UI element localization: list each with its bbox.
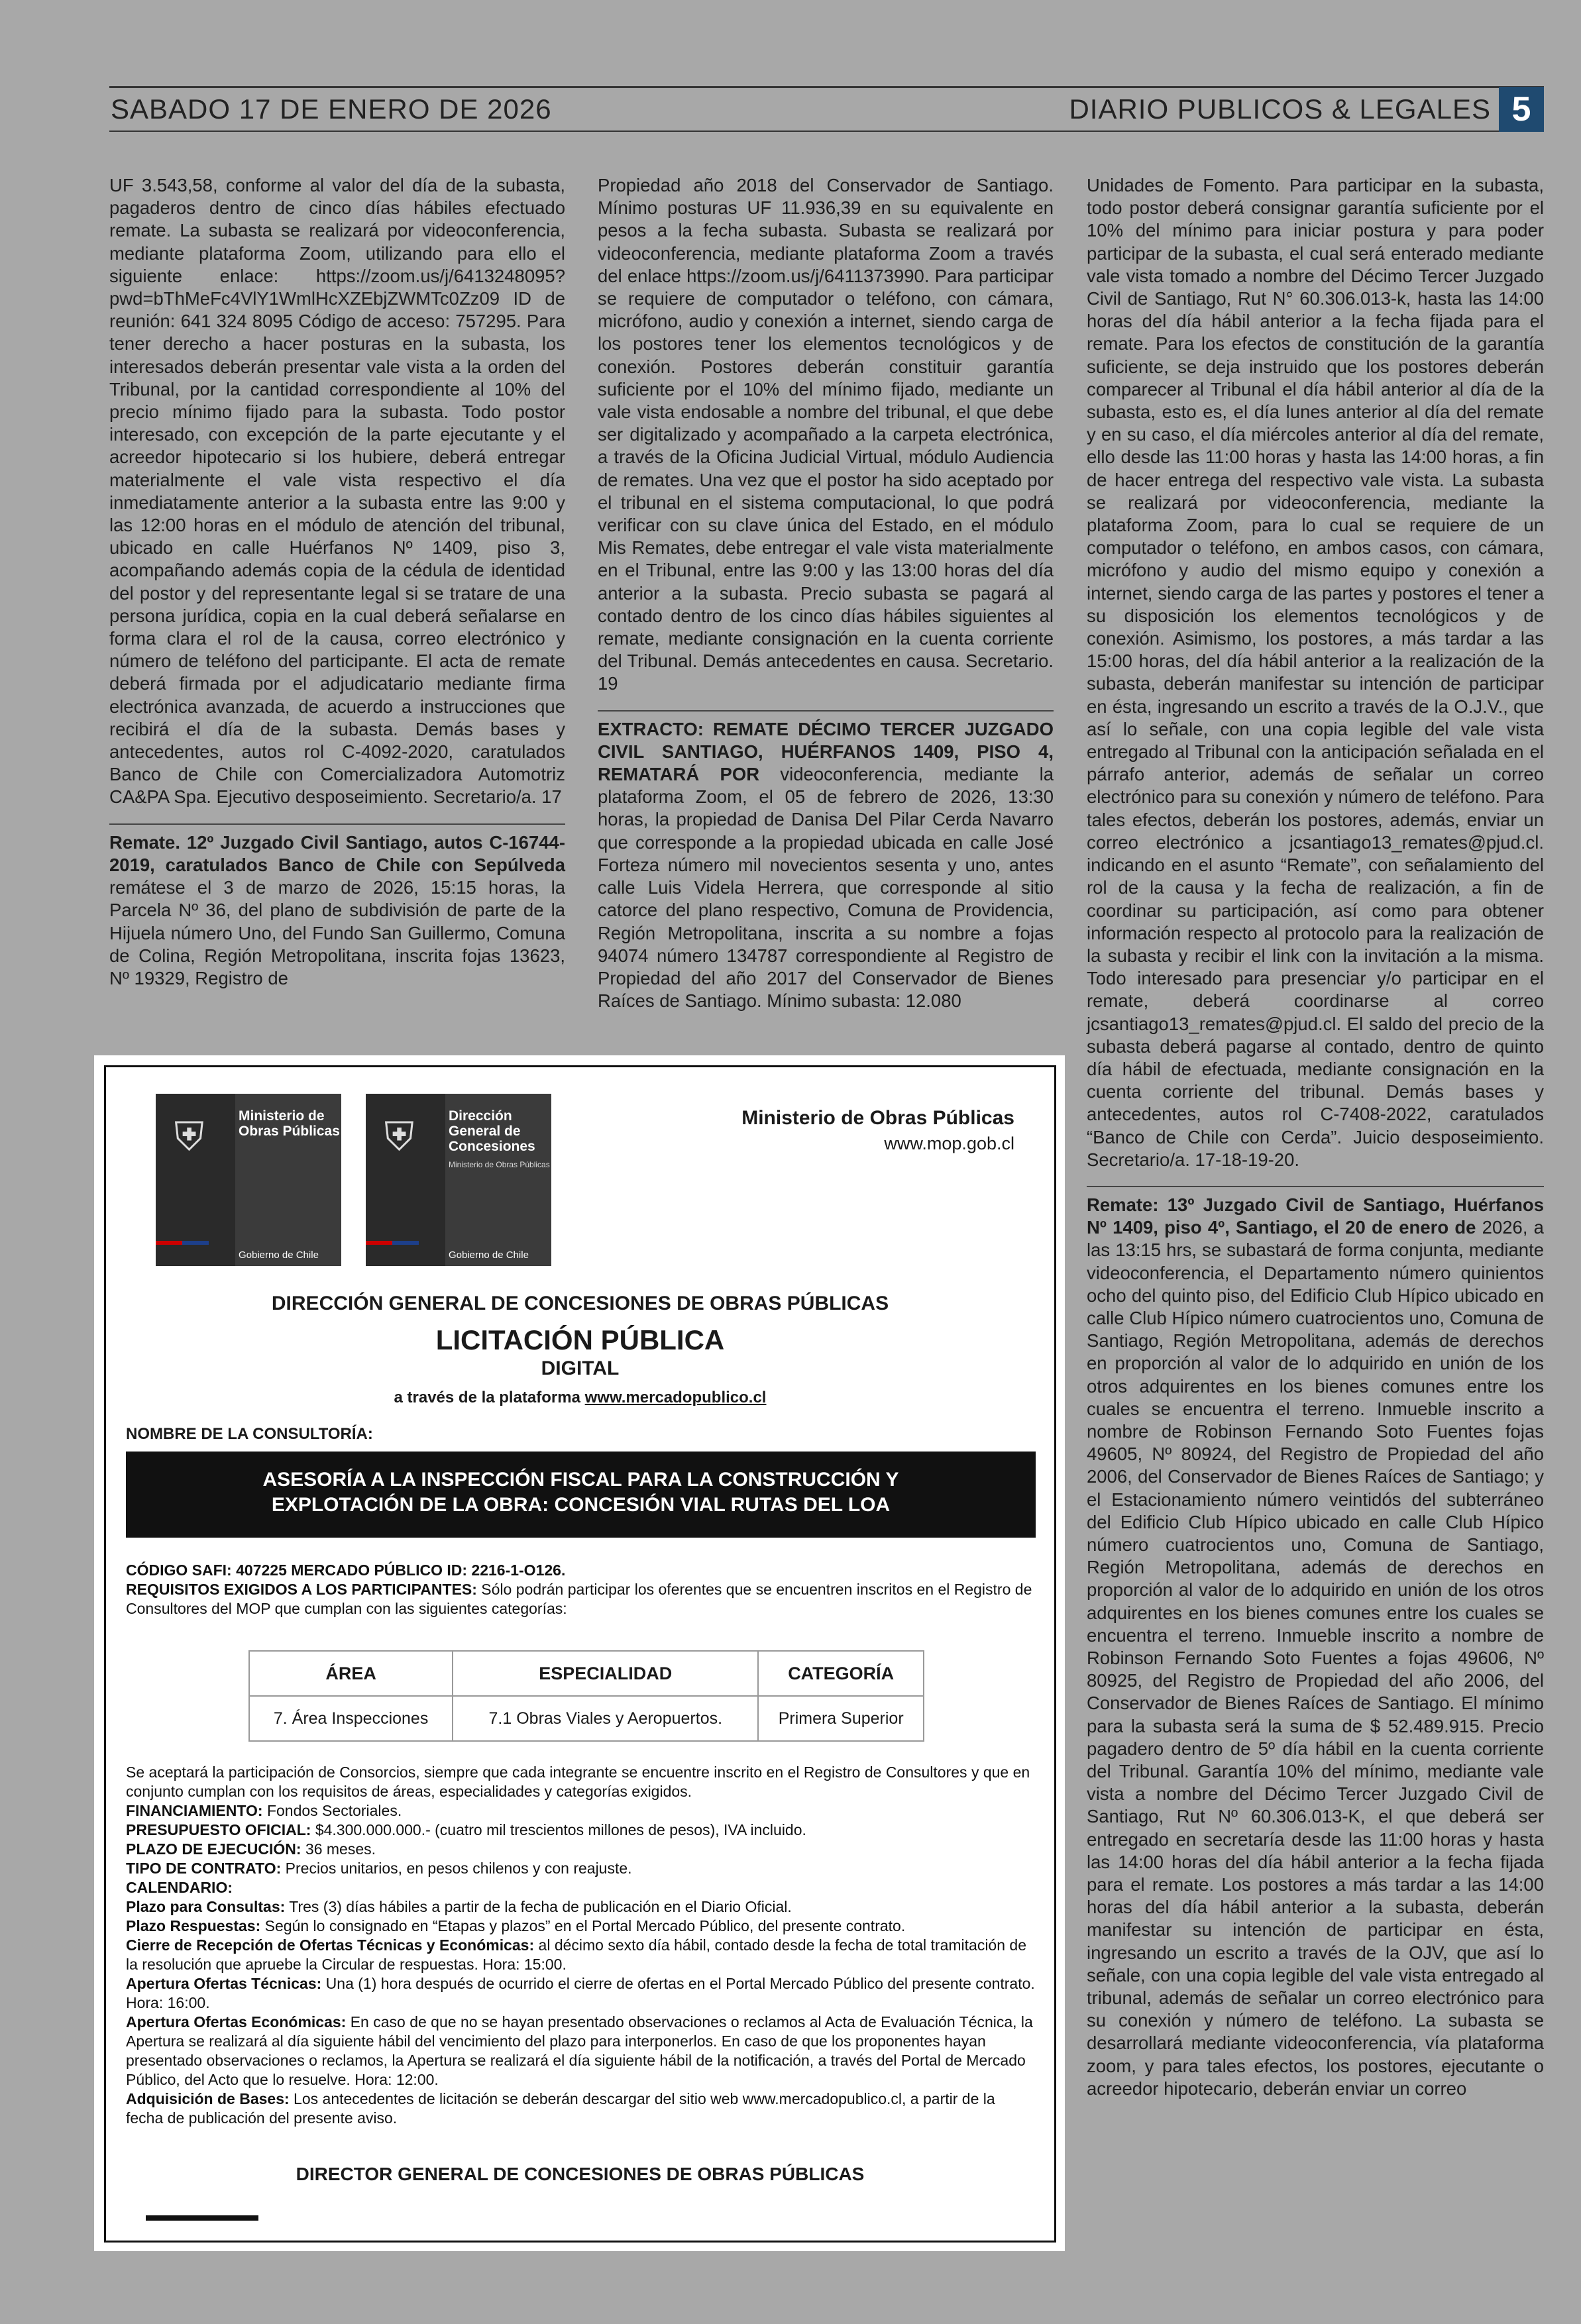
calendar-item-label: Adquisición de Bases: — [126, 2090, 290, 2107]
table-cell: Primera Superior — [758, 1696, 924, 1741]
tender-subtitle: DIGITAL — [541, 1357, 620, 1379]
calendar-item-label: Plazo para Consultas: — [126, 1898, 286, 1915]
calendar-item — [126, 1974, 1036, 2013]
calendar-item — [126, 1897, 1036, 1917]
table-cell: 7. Área Inspecciones — [249, 1696, 453, 1741]
calendar-item-text: Los antecedentes de licitación se deberán descargar del sitio web www.mercadopublico.cl, a partir de la fecha de publicación del presente aviso. — [126, 2090, 995, 2127]
notice-heading: Remate: 13º Juzgado Civil de Santiago, Huérfanos Nº 1409, piso 4º, Santiago, el 20 de enero de — [1087, 1194, 1544, 1238]
calendar-item — [126, 2013, 1036, 2089]
notice-heading: EXTRACTO: REMATE DÉCIMO TERCER JUZGADO CIVIL SANTIAGO, HUÉRFANOS 1409, PISO 4, REMATARÁ POR — [598, 718, 1054, 785]
detail-line — [126, 1859, 1036, 1878]
consultancy-label: NOMBRE DE LA CONSULTORÍA: — [126, 1425, 373, 1443]
platform-line — [106, 1389, 1054, 1407]
header-cell: ESPECIALIDAD — [453, 1651, 758, 1696]
notice-body: 2026, a las 13:15 hrs, se subastará de forma conjunta, mediante videoconferencia, el Departamento número quinientos ocho del quinto piso, del Edificio Club Hípico ubicado en calle Club Hípico número cuatrocientos uno, Comuna de Santiago, Región Metropolitana, además de derechos en proporción al valor de lo adquirido en unión de los otros adquirentes en los bienes comunes entre los cuales se encuentra el terreno. Inmueble inscrito a nombre de Robinson Fernando Soto Fuentes fojas 49605, Nº 80924, del Registro de Propiedad del año 2006, del Conservador de Bienes Raíces de Santiago; y el Estacionamiento número veintidós del subterráneo del Edificio Club Hípico ubicado en calle Club Hípico número cuatrocientos uno, Comuna de Santiago, Región Metropolitana, además de derechos en proporción al valor de lo adquirido en unión de los otros adquirentes en los bienes comunes entre los cuales se encuentra el terreno. Inmueble inscrito a nombre de Robinson Fernando Soto Fuentes a fojas 49606, Nº 80925, del Registro de Propiedad del año 2006, del Conservador de Bienes Raíces de Santiago. El mínimo para la subasta será la suma de $ 52.489.915. Precio pagadero dentro de 5º día hábil en la cuenta corriente del Tribunal. Garantía 10% del mínimo, mediante vale vista a nombre del Décimo Tercer Juzgado Civil de Santiago, Rut Nº 60.306.013-K, el que deberá ser entregado en secretaría desde las 11:00 horas y hasta las 14:00 horas del día hábil anterior a la fecha fijada para el remate. Los postores a más tardar a las 14:00 horas del día hábil anterior a la subasta, deberán manifestar su intención de participar en ésta, ingresando un escrito a través de la OJV, que así lo señale, con una copia legible del vale vista entregado al tribunal, además de señalar un correo electrónico para su conexión y número de teléfono. La subasta se desarrollará mediante videoconferencia, vía plataforma zoom, y para tales efectos, los postores, ejecutante o acreedor hipotecario, deberán enviar un correo — [1087, 1217, 1544, 2099]
divider — [109, 823, 565, 825]
calendar-item-label: Apertura Ofertas Técnicas: — [126, 1975, 322, 1992]
logo-title: Dirección General de Concesiones — [449, 1108, 535, 1154]
notice-body: videoconferencia, mediante la plataforma Zoom, el 05 de febrero de 2026, 13:30 horas, la propiedad de Danisa Del Pilar Cerda Navarro que corresponde a la propiedad ubicada en calle José Forteza número mil novecientos sesenta y uno, antes calle Luis Videla Herrera, que corresponde al sitio catorce del plano respectivo, Comuna de Providencia, Región Metropolitana, inscrita a su nombre a fojas 94074 número 134787 correspondiente al Registro de Propiedad del año 2017 del Conservador de Bienes Raíces de Santiago. Mínimo subasta: 12.080 — [598, 764, 1054, 1012]
logo-gov: Gobierno de Chile — [449, 1249, 529, 1261]
header-cell: ÁREA — [249, 1651, 453, 1696]
coat-of-arms-icon: ⛨ — [384, 1114, 414, 1159]
calendar-item-text: En caso de que no se hayan presentado observaciones o reclamos al Acta de Evaluación Técnica, la Apertura se realizará al día siguiente hábil del vencimiento del plazo para interponerlos. En caso de que los proponentes hayan presentado observaciones o reclamos, la Apertura se realizará el día siguiente hábil de la notificación, a través del Portal de Mercado Público, del Acto que lo resuelve. Hora: 12:00. — [126, 2013, 1033, 2088]
column-1 — [109, 174, 565, 990]
detail-label: FINANCIAMIENTO: — [126, 1802, 263, 1819]
consultancy-name — [126, 1452, 1036, 1538]
page-header — [109, 86, 1544, 132]
detail-value: 36 meses. — [301, 1840, 376, 1858]
table-row — [249, 1696, 924, 1741]
notice-text — [1087, 1194, 1544, 2100]
notice-heading: Remate. 12º Juzgado Civil Santiago, autos C-16744-2019, caratulados Banco de Chile con Sepúlveda — [109, 831, 565, 875]
footer-bar — [146, 2215, 258, 2221]
column-2 — [598, 174, 1054, 1012]
table-cell: 7.1 Obras Viales y Aeropuertos. — [453, 1696, 758, 1741]
calendar-item-label: Plazo Respuestas: — [126, 1917, 261, 1934]
safi-code: CÓDIGO SAFI: 407225 MERCADO PÚBLICO ID: 2216-1-O126. — [126, 1561, 566, 1579]
page-number: 5 — [1499, 87, 1544, 132]
ministry-name: Ministerio de Obras Públicas — [741, 1107, 1014, 1129]
table-header — [249, 1651, 924, 1696]
signature-line: DIRECTOR GENERAL DE CONCESIONES DE OBRAS PÚBLICAS — [296, 2164, 865, 2184]
detail-line — [126, 1840, 1036, 1859]
notice-body: remátese el 3 de marzo de 2026, 15:15 horas, la Parcela Nº 36, del plano de subdivisión de parte de la Hijuela número Uno, del Fundo San Guillermo, Comuna de Colina, Región Metropolitana, inscrita fojas 13623, Nº 19329, Registro de — [109, 877, 565, 988]
detail-label: PLAZO DE EJECUCIÓN: — [126, 1840, 301, 1858]
issue-date: SABADO 17 DE ENERO DE 2026 — [111, 93, 552, 125]
category-table — [248, 1650, 924, 1742]
tender-title: LICITACIÓN PÚBLICA — [435, 1324, 725, 1355]
calendar-item-text: Tres (3) días hábiles a partir de la fecha de publicación en el Diario Oficial. — [285, 1898, 792, 1915]
calendar-label: CALENDARIO: — [126, 1879, 233, 1896]
detail-value: Fondos Sectoriales. — [262, 1802, 402, 1819]
detail-line — [126, 1801, 1036, 1821]
mop-tender-ad — [94, 1055, 1065, 2251]
calendar-item-label: Apertura Ofertas Económicas: — [126, 2013, 347, 2031]
calendar-item-text: Una (1) hora después de ocurrido el cierre de ofertas en el Portal Mercado Público del presente contrato. Hora: 16:00. — [126, 1975, 1035, 2011]
calendar-item — [126, 2089, 1036, 2128]
consultancy-line-2: EXPLOTACIÓN DE LA OBRA: CONCESIÓN VIAL RUTAS DEL LOA — [271, 1494, 891, 1516]
requirements-body: Sólo podrán participar los oferentes que se encuentren inscritos en el Registro de Consultores del MOP que cumplan con las siguientes categorías: — [126, 1581, 1032, 1617]
tender-details — [126, 1763, 1036, 2128]
platform-link[interactable]: www.mercadopublico.cl — [584, 1389, 767, 1406]
ministry-url[interactable]: www.mop.gob.cl — [884, 1134, 1014, 1153]
header-cell: CATEGORÍA — [758, 1651, 924, 1696]
divider — [598, 710, 1054, 712]
consultancy-line-1: ASESORÍA A LA INSPECCIÓN FISCAL PARA LA CONSTRUCCIÓN Y — [262, 1469, 899, 1491]
notice-text — [598, 718, 1054, 1013]
coat-of-arms-icon: ⛨ — [174, 1114, 204, 1159]
calendar-item-text: Según lo consignado en “Etapas y plazos” en el Portal Mercado Público, del presente contrato. — [260, 1917, 906, 1934]
detail-value: $4.300.000.000.- (cuatro mil trescientos millones de pesos), IVA incluido. — [311, 1821, 806, 1838]
detail-value: Precios unitarios, en pesos chilenos y con reajuste. — [281, 1860, 632, 1877]
calendar-item — [126, 1936, 1036, 1974]
requirements-label: REQUISITOS EXIGIDOS A LOS PARTICIPANTES: — [126, 1581, 477, 1598]
divider — [1087, 1186, 1544, 1187]
notice-text: UF 3.543,58, conforme al valor del día de la subasta, pagaderos dentro de cinco días hábiles efectuado remate. La subasta se realizará por videoconferencia, mediante plataforma Zoom, utilizando para ello el siguiente enlace: https://zoom.us/j/6413248095?pwd=bThMeFc4VlY1WmlHcXZEbjZWMTc0Zz09 ID de reunión: 641 324 8095 Código de acceso: 757295. Para tener derecho a hacer posturas en la subasta, los interesados deberán presentar vale vista a la orden del Tribunal, por la cantidad correspondiente al 10% del precio mínimo fijado para la subasta. Todo postor interesado, con excepción de la parte ejecutante y el acreedor hipotecario si los hubiere, deberá entregar materialmente el vale vista respectivo el día inmediatamente anterior a la subasta entre las 9:00 y las 12:00 horas en el módulo de atención del tribunal, ubicado en calle Huérfanos Nº 1409, piso 3, acompañando además copia de la cédula de identidad del postor y del representante legal si se tratare de una persona jurídica, copia en la cual deberá señalarse en forma clara el rol de la causa, correo electrónico y número de teléfono del participante. El acta de remate deberá firmada por el adjudicatario mediante firma electrónica avanzada, de acuerdo a instrucciones que recibirá el día de la subasta. Demás bases y antecedentes, autos rol C-4092-2020, caratulados Banco de Chile con Comercializadora Automotriz CA&PA Spa. Ejecutivo desposeimiento. Secretario/a. 17 — [109, 175, 565, 808]
logo-gov: Gobierno de Chile — [239, 1249, 319, 1261]
dgc-logo — [366, 1094, 551, 1266]
calendar-item-text: al décimo sexto día hábil, contado desde la fecha de total tramitación de la resolución que apruebe la Circular de respuestas. Hora: 15:00. — [126, 1936, 1026, 1973]
notice-text: Propiedad año 2018 del Conservador de Santiago. Mínimo posturas UF 11.936,39 en su equivalente en pesos a la fecha subasta. Subasta se realizará por videoconferencia, mediante plataforma Zoom a través del enlace https://zoom.us/j/6411373990. Para participar se requiere de computador o teléfono, con cámara, micrófono, audio y conexión a internet, siendo carga de los postores tener los elementos tecnológicos y de conexión. Postores deberán constituir garantía suficiente por el 10% del mínimo fijado, mediante un vale vista endosable a nombre del tribunal, el que debe ser digitalizado y acompañado a la carpeta electrónica, a través de la Oficina Judicial Virtual, módulo Audiencia de remates. Una vez que el postor ha sido aceptado por el tribunal en el sistema computacional, lo que podrá verificar con su clave única del Estado, en el módulo Mis Remates, debe entregar el vale vista materialmente en el Tribunal, entre las 9:00 y las 13:00 horas del día anterior a la subasta. Precio subasta se pagará al contado dentro de los cinco días hábiles siguientes al remate, mediante consignación en la cuenta corriente del Tribunal. Demás antecedentes en causa. Secretario. 19 — [598, 175, 1054, 694]
requirements-block — [126, 1561, 1036, 1618]
detail-label: TIPO DE CONTRATO: — [126, 1860, 282, 1877]
requirements-text — [126, 1580, 1036, 1618]
section-name: DIARIO PUBLICOS & LEGALES — [1069, 93, 1491, 125]
logo-title: Ministerio de Obras Públicas — [239, 1108, 340, 1139]
platform-prefix: a través de la plataforma — [394, 1389, 585, 1406]
mop-logo — [156, 1094, 341, 1266]
calendar-item-label: Cierre de Recepción de Ofertas Técnicas y Económicas: — [126, 1936, 535, 1954]
detail-label: PRESUPUESTO OFICIAL: — [126, 1821, 311, 1838]
directorate-title: DIRECCIÓN GENERAL DE CONCESIONES DE OBRAS PÚBLICAS — [271, 1293, 889, 1314]
consortium-text: Se aceptará la participación de Consorcios, siempre que cada integrante se encuentre inscrito en el Registro de Consultores y que en conjunto cumplan con los requisitos de áreas, especialidades y categorías exigidos. — [126, 1764, 1030, 1800]
detail-line — [126, 1821, 1036, 1840]
notice-text — [109, 831, 565, 990]
column-3 — [1087, 174, 1544, 2100]
logo-subtitle: Ministerio de Obras Públicas — [449, 1160, 550, 1169]
calendar-item — [126, 1917, 1036, 1936]
ad-frame — [104, 1065, 1056, 2243]
notice-text: Unidades de Fomento. Para participar en la subasta, todo postor deberá consignar garantía suficiente por el 10% del mínimo para iniciar postura y para poder participar de la subasta, el cual será enterado mediante vale vista tomado a nombre del Décimo Tercer Juzgado Civil de Santiago, Rut N° 60.306.013-k, hasta las 14:00 horas del día hábil anterior a la fecha fijada para el remate. Para los efectos de constitución de la garantía suficiente, se deja instruido que los postores deberán comparecer al Tribunal el día hábil anterior al día de la subasta, esto es, el día lunes anterior al día del remate y en su caso, el día miércoles anterior al día del remate, ello desde las 11:00 horas y hasta las 14:00 horas, a fin de hacer entrega del respectivo vale vista. La subasta se realizará por videoconferencia, mediante la plataforma Zoom, para lo cual se requiere de un computador o teléfono, en ambos casos, con cámara, micrófono y audio del mismo equipo y conexión a internet, siendo carga de las partes y postores el tener a su disposición los elementos tecnológicos y de conexión. Asimismo, los postores, a más tardar a las 15:00 horas, del día hábil anterior a la realización de la subasta, deberán manifestar su intención de participar en ésta, ingresando un escrito a través de la O.J.V., que así lo señale, con una copia legible del vale vista entregado al Tribunal con la anticipación señalada en el párrafo anterior, además de señalar un correo electrónico para su conexión y número de teléfono. Para tales efectos, deberán los postores, además, enviar un correo electrónico a jcsantiago13_remates@pjud.cl. indicando en el asunto “Remate”, con señalamiento del rol de la causa y la fecha de realización, a fin de coordinar su participación, así como para obtener información respecto al protocolo para la realización de la subasta y recibir el link con la invitación a la misma. Todo interesado para presenciar y/o participar en el remate, deberá coordinarse al correo jcsantiago13_remates@pjud.cl. El saldo del precio de la subasta deberá pagarse al contado, dentro de quinto día hábil de efectuada, mediante consignación en la cuenta corriente del tribunal. Demás bases y antecedentes, autos rol C-7408-2022, caratulados “Banco de Chile con Cerda”. Juicio desposeimiento. Secretario/a. 17-18-19-20. — [1087, 175, 1544, 1170]
